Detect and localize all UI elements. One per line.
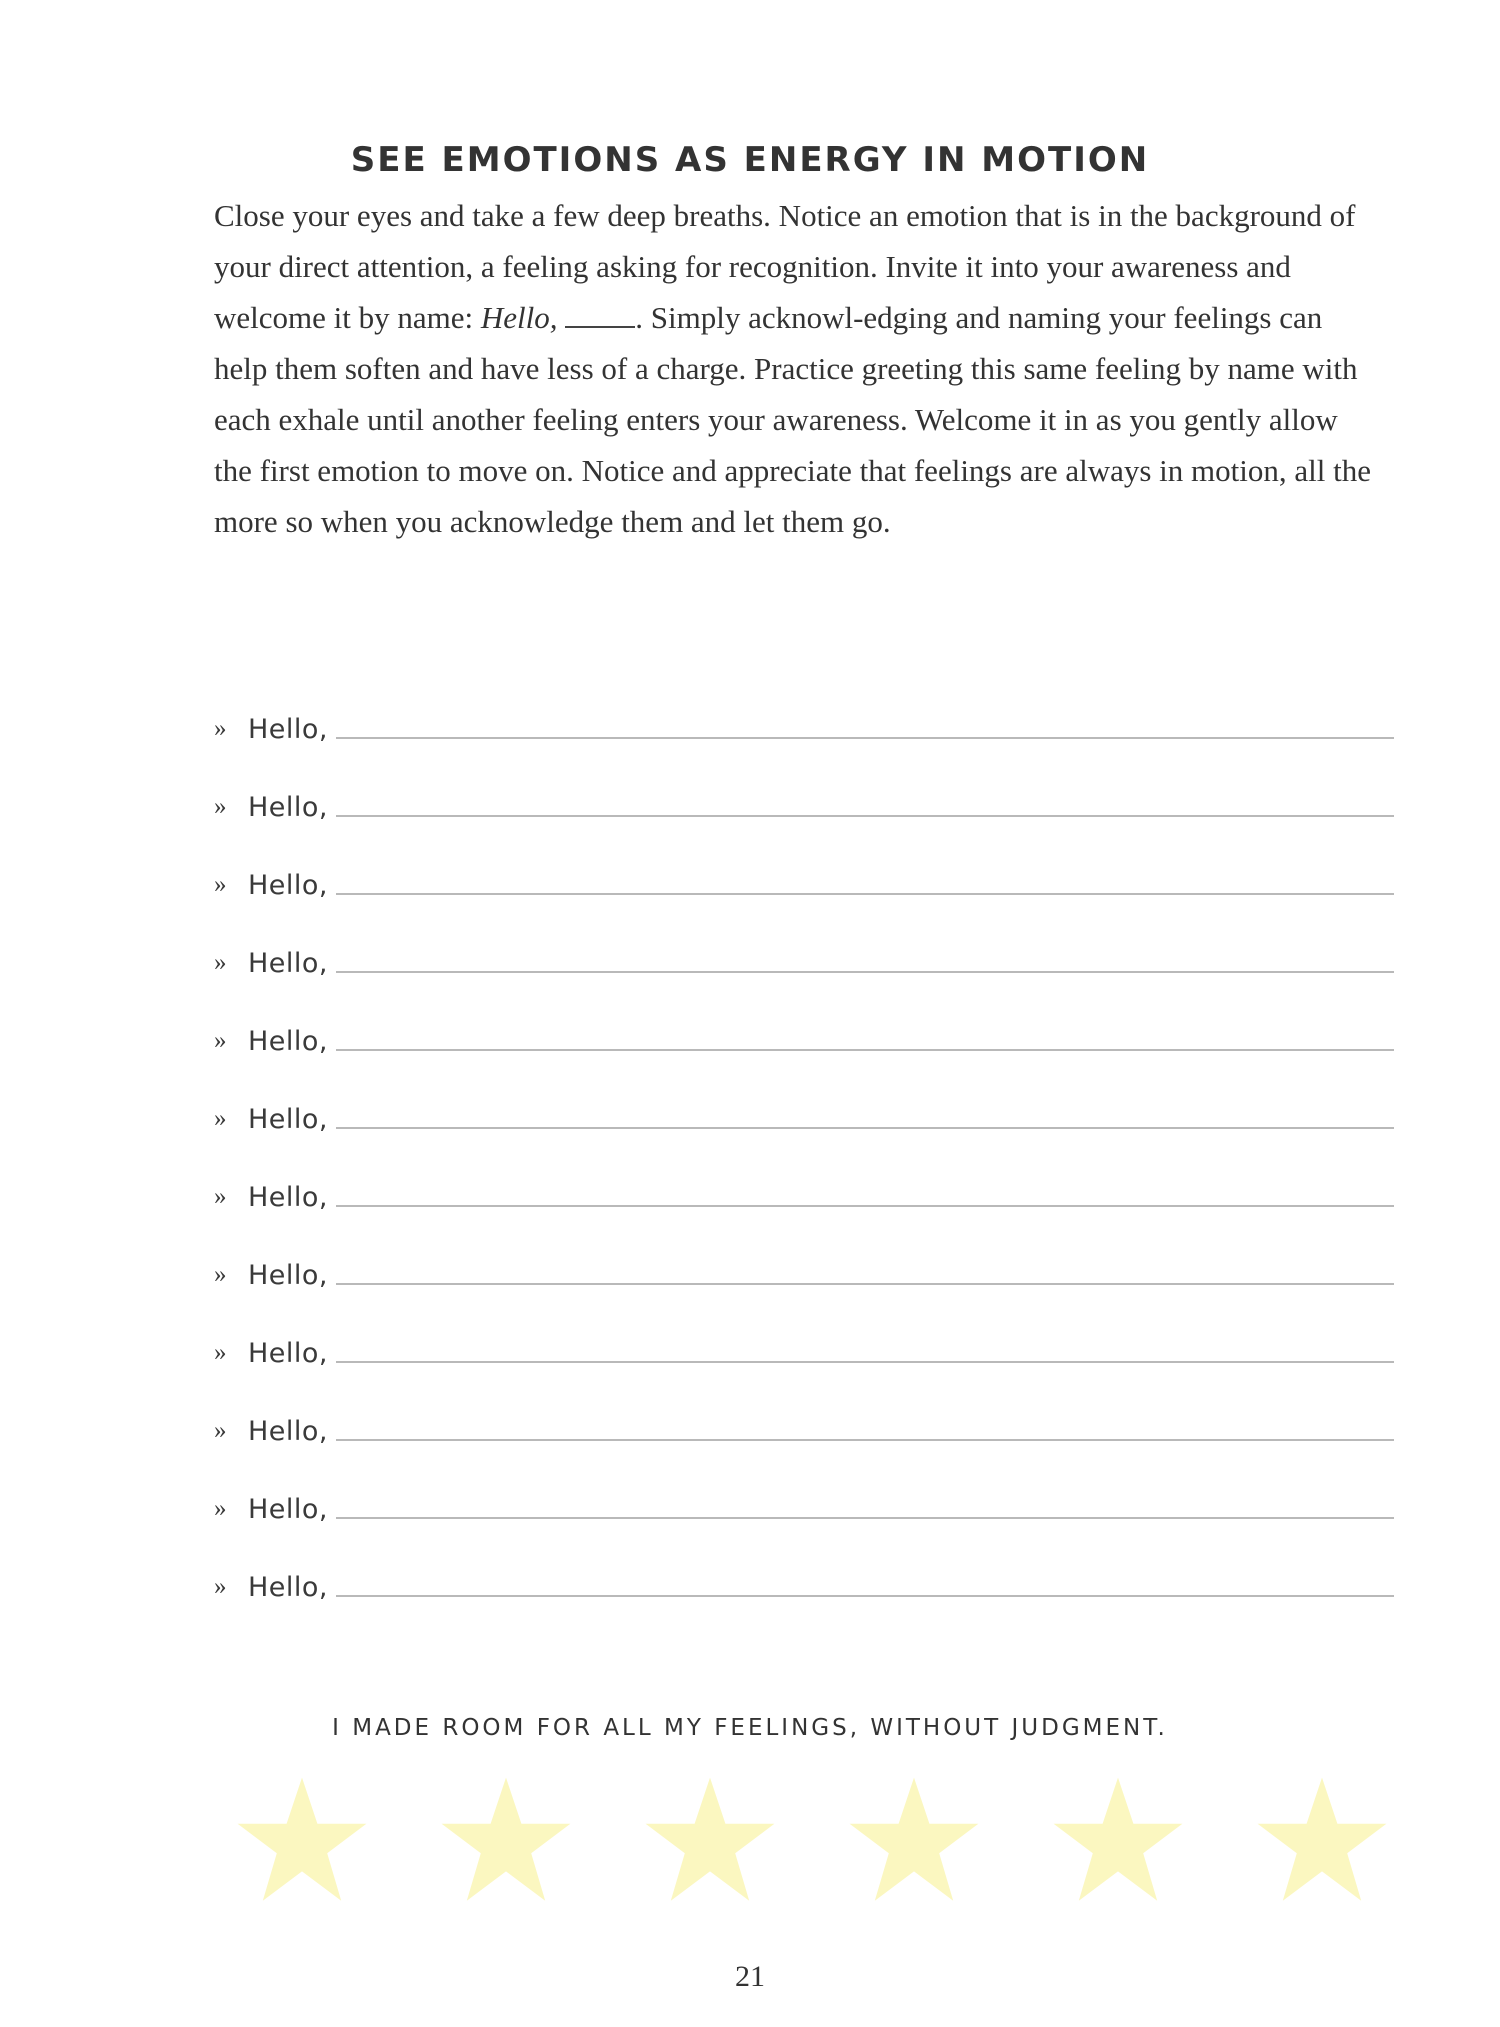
bullet-icon: » xyxy=(214,793,227,820)
prompt-label: Hello, xyxy=(248,1415,329,1447)
star-icon[interactable] xyxy=(640,1772,780,1912)
prompt-row-11 xyxy=(214,1470,1394,1548)
bullet-icon: » xyxy=(214,1183,227,1210)
prompt-writing-line[interactable] xyxy=(336,737,1394,739)
star-icon[interactable] xyxy=(436,1772,576,1912)
bullet-icon: » xyxy=(214,949,227,976)
prompt-label: Hello, xyxy=(248,713,329,745)
prompt-writing-line[interactable] xyxy=(336,971,1394,973)
star-icon[interactable] xyxy=(844,1772,984,1912)
prompt-row-6 xyxy=(214,1080,1394,1158)
bullet-icon: » xyxy=(214,1417,227,1444)
prompt-label: Hello, xyxy=(248,1181,329,1213)
bullet-icon: » xyxy=(214,1027,227,1054)
prompt-row-2 xyxy=(214,768,1394,846)
prompt-writing-line[interactable] xyxy=(336,1517,1394,1519)
star-icon[interactable] xyxy=(1048,1772,1188,1912)
hello-italic: Hello, xyxy=(480,300,558,335)
prompt-row-12 xyxy=(214,1548,1394,1626)
prompt-writing-line[interactable] xyxy=(336,1439,1394,1441)
prompt-writing-line[interactable] xyxy=(336,1595,1394,1597)
prompt-writing-line[interactable] xyxy=(336,1127,1394,1129)
star-icon[interactable] xyxy=(232,1772,372,1912)
bullet-icon: » xyxy=(214,1261,227,1288)
prompt-row-4 xyxy=(214,924,1394,1002)
bullet-icon: » xyxy=(214,1339,227,1366)
prompt-row-8 xyxy=(214,1236,1394,1314)
instructions-text-end: . Simply acknowl-edging and naming your feelings can help them soften and have less of a charge. Practice greeting this same feeling by name with each exhale until another feeling enters your awareness. Welcome it in as you gently allow the first emotion to move on. Notice and appreciate that feelings are always in motion, all the more so when you acknowledge them and let them go. xyxy=(214,300,1371,539)
prompt-row-7 xyxy=(214,1158,1394,1236)
prompt-label: Hello, xyxy=(248,1337,329,1369)
hello-prompt-list xyxy=(214,690,1394,1626)
page-number: 21 xyxy=(735,1960,765,1993)
prompt-label: Hello, xyxy=(248,791,329,823)
instructions-text-start: Close your eyes and take a few deep breaths. Notice an emotion that is in the background of your direct attention, a feeling asking for recognition. Invite it into your awareness and welcome it by name: xyxy=(214,198,1356,335)
prompt-label: Hello, xyxy=(248,1493,329,1525)
prompt-writing-line[interactable] xyxy=(336,1205,1394,1207)
instructions-paragraph xyxy=(214,190,1374,547)
prompt-row-10 xyxy=(214,1392,1394,1470)
bullet-icon: » xyxy=(214,1105,227,1132)
page-title: SEE EMOTIONS AS ENERGY IN MOTION xyxy=(350,140,1150,180)
bullet-icon: » xyxy=(214,715,227,742)
prompt-row-3 xyxy=(214,846,1394,924)
prompt-label: Hello, xyxy=(248,1025,329,1057)
bullet-icon: » xyxy=(214,1495,227,1522)
bullet-icon: » xyxy=(214,871,227,898)
prompt-label: Hello, xyxy=(248,947,329,979)
star-rating xyxy=(232,1772,1392,1912)
prompt-label: Hello, xyxy=(248,1103,329,1135)
prompt-writing-line[interactable] xyxy=(336,1283,1394,1285)
prompt-label: Hello, xyxy=(248,869,329,901)
inline-blank xyxy=(565,325,635,328)
prompt-writing-line[interactable] xyxy=(336,1049,1394,1051)
prompt-row-1 xyxy=(214,690,1394,768)
prompt-label: Hello, xyxy=(248,1571,329,1603)
prompt-writing-line[interactable] xyxy=(336,815,1394,817)
prompt-writing-line[interactable] xyxy=(336,893,1394,895)
prompt-row-9 xyxy=(214,1314,1394,1392)
star-icon[interactable] xyxy=(1252,1772,1392,1912)
prompt-label: Hello, xyxy=(248,1259,329,1291)
bullet-icon: » xyxy=(214,1573,227,1600)
affirmation-text: I MADE ROOM FOR ALL MY FEELINGS, WITHOUT JUDGMENT. xyxy=(332,1715,1168,1741)
prompt-row-5 xyxy=(214,1002,1394,1080)
prompt-writing-line[interactable] xyxy=(336,1361,1394,1363)
